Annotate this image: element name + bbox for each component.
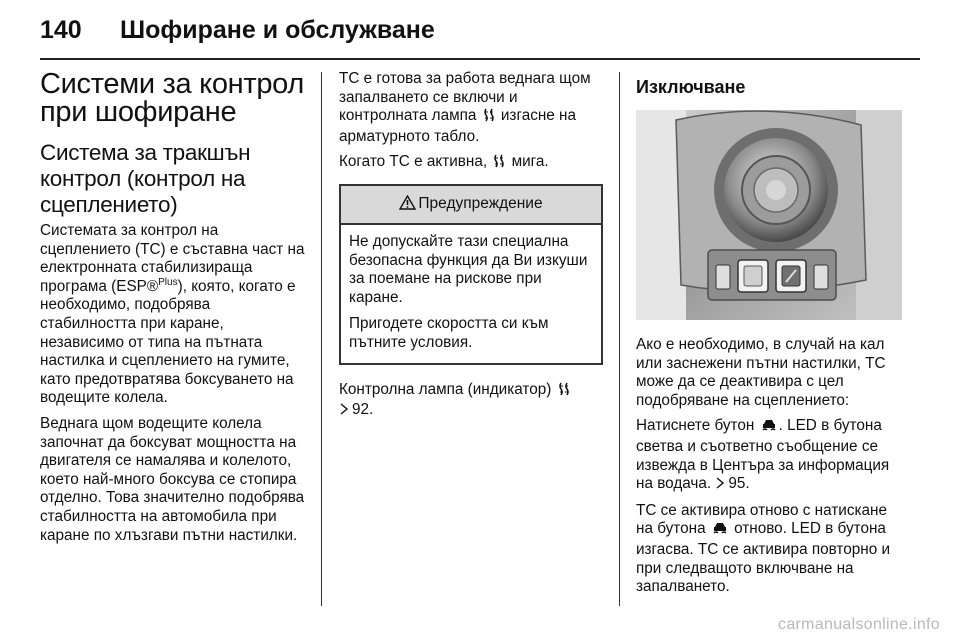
paragraph: Натиснете бутон . LED в бутона светва и съответно съобщение се извежда в Центъра за информация на водача. 95. — [636, 417, 902, 494]
warning-header — [341, 186, 601, 225]
dashboard-photo — [636, 110, 902, 320]
warning-text: Не допускайте тази специална безопасна функция да Ви изкуши за поемане на рискове при каране. — [349, 232, 588, 306]
traction-control-lamp-icon — [493, 154, 505, 174]
paragraph: Ако е необходимо, в случай на кал или заснежени пътни настилки, TC може да се деактивира с цел подобряване на сцеплението: — [636, 336, 886, 409]
column-3 — [636, 70, 902, 604]
warning-title: Предупреждение — [418, 195, 543, 213]
warning-text: Пригодете скоростта си към пътните условия. — [349, 315, 549, 351]
superscript: Plus — [158, 276, 178, 288]
header-title: Шофиране и обслужване — [120, 16, 435, 44]
traction-control-lamp-icon — [483, 108, 495, 128]
paragraph: Системата за контрол на сцеплението (TC) е съставна част на електронната стабилизираща програма (ESP®$^{Plus}$), която, когато е необходимо, подобрява стабилността при каране, независимо от типа на пътната настилка и сцеплението на гумите, като предотвратява боксуването на водещите колела. — [40, 222, 305, 407]
header-rule — [40, 58, 920, 60]
traction-control-button-icon — [761, 418, 777, 438]
warning-body — [341, 225, 601, 363]
paragraph: TC е готова за работа веднага щом запалването се включи и контролната лампа изгасне на арматурното табло. — [339, 70, 591, 145]
section-title: Системи за контрол при шофиране — [40, 68, 304, 128]
page-reference: 95. — [728, 475, 750, 493]
column-1 — [40, 70, 310, 552]
column-divider-1 — [321, 72, 322, 606]
subsection-title: Система за тракшън контрол (контрол на сцеплението) — [40, 140, 251, 217]
paragraph: TC се активира отново с натискане на бутона отново. LED в бутона изгасва. TC се активира повторно и при следващото включване на запалването. — [636, 501, 891, 596]
paragraph: Контролна лампа (индикатор) 92. — [339, 381, 603, 421]
subsection-title: Изключване — [636, 77, 746, 97]
watermark: carmanualsonline.info — [778, 616, 940, 633]
page-number: 140 — [40, 16, 82, 44]
page-reference-arrow-icon — [715, 476, 725, 495]
column-divider-2 — [619, 72, 620, 606]
warning-box — [339, 184, 603, 365]
page-header — [40, 14, 920, 48]
paragraph: Когато TC е активна, мига. — [339, 153, 603, 174]
column-2 — [339, 70, 603, 428]
page-reference: 92. — [352, 401, 374, 419]
paragraph: Веднага щом водещите колела започнат да боксуват мощността на двигателя се намалява и колелото, което най-много боксува се стопира отделно. Това значително подобрява стабилността на автомобила при каране по хлъзгави пътни настилки. — [40, 414, 305, 544]
traction-control-button-icon — [712, 521, 728, 541]
traction-control-lamp-icon — [558, 382, 570, 402]
page-reference-arrow-icon — [339, 402, 349, 421]
warning-triangle-icon — [399, 194, 416, 215]
